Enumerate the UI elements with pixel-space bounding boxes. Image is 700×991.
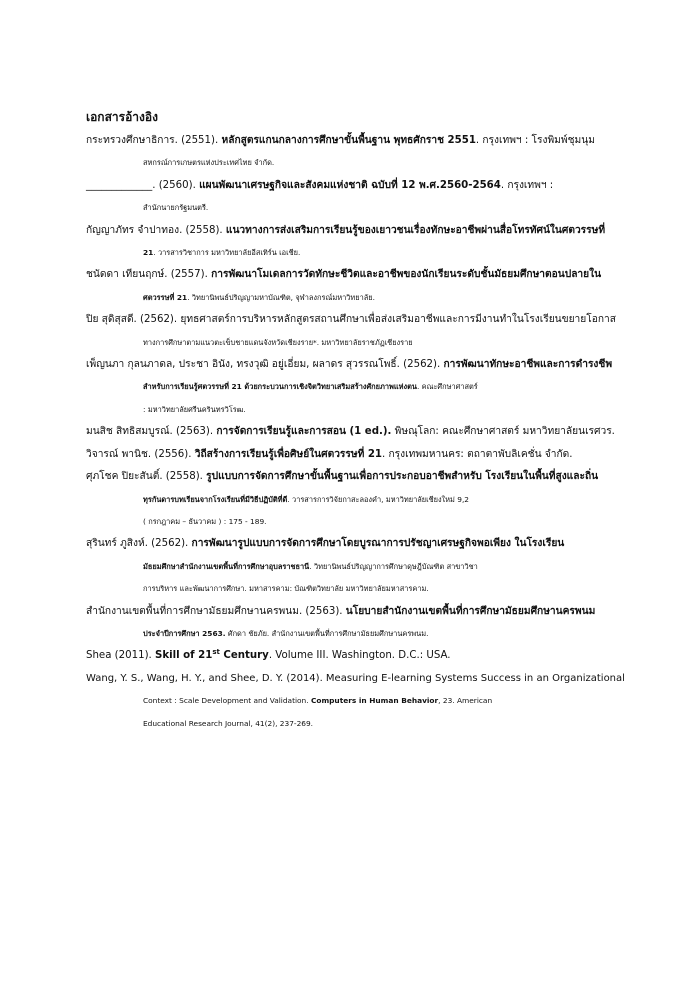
reference-entry	[86, 444, 626, 466]
reference-title-text: การพัฒนาโมเดลการวัดทักษะชีวิตและอาชีพของนักเรียนระดับชั้นมัธยมศึกษาตอนปลายใน	[211, 269, 602, 281]
reference-first-line	[86, 220, 626, 242]
reference-title-text: มัธยมศึกษาสำนักงานเขตพื้นที่การศึกษาอุบลราชธานี	[143, 561, 310, 571]
reference-text: _____________. (2560).	[86, 179, 200, 191]
reference-entry	[86, 264, 626, 309]
reference-text: กระทรวงศึกษาธิการ. (2551).	[86, 135, 222, 146]
reference-title-text: แผนพัฒนาเศรษฐกิจและสังคมแห่งชาติ ฉบับที่ 12 พ.ศ.2560-2564	[199, 179, 501, 191]
reference-title-text: สำหรับการเรียนรู้ศตวรรษที่ 21 ด้วยกระบวนการเชิงจิตวิทยาเสริมสร้างศักยภาพแห่งตน	[143, 382, 417, 392]
reference-text: Context : Scale Development and Validation.	[143, 696, 311, 706]
reference-title-text: แนวทางการส่งเสริมการเรียนรู้ของเยาวชนเรื่องทักษะอาชีพผ่านสื่อโทรทัศน์ในศตวรรษที่	[225, 224, 606, 236]
reference-text: สำนักนายกรัฐมนตรี.	[143, 203, 209, 213]
reference-title-text: ประจำปีการศึกษา 2563.	[143, 628, 226, 638]
reference-text: สหกรณ์การเกษตรแห่งประเทศไทย จำกัด.	[143, 158, 275, 168]
reference-continuation-line	[86, 489, 626, 511]
reference-text: กัญญาภัทร จำปาทอง. (2558).	[86, 224, 226, 236]
reference-entry	[86, 421, 626, 443]
reference-text: . วิทยานิพนธ์ปริญญาการศึกษาดุษฎีบัณฑิต สาขาวิชา	[309, 561, 478, 571]
reference-text: การบริหาร และพัฒนาการศึกษา. มหาสารคาม: บัณฑิตวิทยาลัย มหาวิทยาลัยมหาสารคาม.	[143, 584, 429, 594]
reference-continuation-line	[86, 399, 626, 421]
reference-continuation-line	[86, 197, 626, 219]
reference-entry	[86, 533, 626, 600]
reference-entry	[86, 601, 626, 646]
reference-title-text: st	[212, 648, 220, 657]
reference-first-line	[86, 175, 626, 197]
reference-continuation-line	[86, 287, 626, 309]
reference-continuation-line	[86, 376, 626, 398]
reference-first-line	[86, 466, 626, 488]
reference-title-text: Computers in Human Behavior	[310, 696, 439, 706]
reference-text: วิจารณ์ พานิช. (2556).	[86, 448, 195, 460]
reference-text: . Volume III. Washington. D.C.: USA.	[268, 650, 451, 662]
reference-title-text: วิถีสร้างการเรียนรู้เพื่อศิษย์ในศตวรรษที่ 21	[194, 448, 383, 460]
reference-text: . วิทยานิพนธ์ปริญญามหาบัณฑิต, จุฬาลงกรณ์มหาวิทยาลัย.	[187, 292, 375, 302]
reference-continuation-line	[86, 152, 626, 174]
reference-continuation-line	[86, 713, 626, 735]
reference-title-text: การพัฒนาทักษะอาชีพและการดำรงชีพ	[443, 359, 613, 371]
reference-text: . วารสารการวิจัยกาสะลองคำ, มหาวิทยาลัยเชียงใหม่ 9,2	[287, 494, 470, 504]
reference-first-line	[86, 444, 626, 466]
reference-text: : มหาวิทยาลัยศรีนครินทรวิโรฒ.	[143, 404, 246, 414]
reference-title-text: การจัดการเรียนรู้และการสอน (1 ed.).	[216, 426, 392, 438]
reference-first-line	[86, 668, 626, 690]
reference-first-line	[86, 264, 626, 286]
reference-text: ( กรกฎาคม – ธันวาคม ) : 175 - 189.	[143, 516, 267, 526]
reference-text: สำนักงานเขตพื้นที่การศึกษามัธยมศึกษานครพนม. (2563).	[86, 605, 346, 617]
reference-title-text: ทุรกันดารบทเรียนจากโรงเรียนที่มีวิธีปฏิบัติที่ดี	[143, 494, 288, 504]
reference-continuation-line	[86, 578, 626, 600]
reference-entry	[86, 130, 626, 175]
reference-text: . กรุงเทพฯ :	[500, 179, 554, 191]
reference-entry	[86, 645, 626, 667]
reference-first-line	[86, 601, 626, 623]
reference-title-text: รูปแบบการจัดการศึกษาขั้นพื้นฐานเพื่อการประกอบอาชีพสำหรับ โรงเรียนในพื้นที่สูงและถิ่น	[206, 471, 599, 483]
reference-text: ทางการศึกษาตามแนวตะเข็บชายแดนจังหวัดเชียงราย*. มหาวิทยาลัยราชภัฏเชียงราย	[143, 337, 413, 347]
reference-entry	[86, 220, 626, 265]
reference-text: . คณะศึกษาศาสตร์	[416, 382, 478, 392]
reference-text: ศักดา ชัยภัย. สำนักงานเขตพื้นที่การศึกษามัธยมศึกษานครพนม.	[225, 628, 429, 638]
reference-first-line	[86, 645, 626, 667]
reference-first-line	[86, 354, 626, 376]
reference-text: . วารสารวิชาการ มหาวิทยาลัยอีสเทิร์น เอเชีย.	[153, 248, 301, 258]
reference-first-line	[86, 533, 626, 555]
reference-continuation-line	[86, 511, 626, 533]
reference-title-text: Century	[219, 650, 269, 662]
reference-text: Wang, Y. S., Wang, H. Y., and Shee, D. Y. (2014). Measuring E-learning Systems Success in an Organizational	[86, 672, 625, 684]
reference-title-text: การพัฒนารูปแบบการจัดการศึกษาโดยบูรณาการปรัชญาเศรษฐกิจพอเพียง ในโรงเรียน	[191, 538, 565, 550]
reference-first-line	[86, 130, 626, 152]
reference-text: ชนัดดา เทียนฤกษ์. (2557).	[86, 269, 212, 281]
reference-title-text: 21	[143, 248, 154, 258]
reference-continuation-line	[86, 242, 626, 264]
reference-text: สุรินทร์ ภูสิงห์. (2562).	[86, 538, 192, 550]
reference-title-text: ศตวรรษที่ 21	[143, 292, 188, 302]
reference-title-text: Skill of 21	[155, 650, 213, 662]
reference-text: , 23. American	[438, 696, 493, 706]
reference-entry	[86, 309, 626, 354]
reference-entry	[86, 354, 626, 421]
reference-continuation-line	[86, 690, 626, 712]
reference-title-text: นโยบายสำนักงานเขตพื้นที่การศึกษามัธยมศึกษานครพนม	[345, 605, 596, 617]
references-heading: เอกสารอ้างอิง	[86, 110, 158, 124]
reference-text: มนสิช สิทธิสมบูรณ์. (2563).	[86, 426, 217, 438]
reference-first-line	[86, 309, 626, 331]
reference-continuation-line	[86, 623, 626, 645]
reference-entry	[86, 668, 626, 735]
reference-text: เพ็ญนภา กุลนภาดล, ประชา อินัง, ทรงวุฒิ อยู่เอี่ยม, ผลาดร สุวรรณโพธิ์. (2562).	[86, 359, 444, 371]
reference-continuation-line	[86, 556, 626, 578]
reference-text: พิษณุโลก: คณะศึกษาศาสตร์ มหาวิทยาลัยนเรศวร.	[391, 426, 615, 438]
reference-entry	[86, 466, 626, 533]
reference-text: . กรุงเทพฯ : โรงพิมพ์ชุมนุม	[475, 135, 595, 146]
reference-text: . กรุงเทพมหานคร: ตถาตาพับลิเคชั่น จำกัด.	[382, 448, 573, 460]
reference-first-line	[86, 421, 626, 443]
references-list	[86, 130, 626, 735]
reference-entry	[86, 175, 626, 220]
reference-text: Educational Research Journal, 41(2), 237-269.	[143, 718, 314, 728]
reference-text: ปิย สุดิสุสดี. (2562). ยุทธศาสตร์การบริหารหลักสูตรสถานศึกษาเพื่อส่งเสริมอาชีพและการมีงานทำในโรงเรียนขยายโอกาส	[86, 314, 616, 326]
reference-continuation-line	[86, 332, 626, 354]
reference-text: Shea (2011).	[86, 650, 156, 662]
reference-text: ศุภโชค ปิยะสันติ์. (2558).	[86, 471, 207, 483]
reference-title-text: หลักสูตรแกนกลางการศึกษาขั้นพื้นฐาน พุทธศักราช 2551	[221, 135, 476, 146]
